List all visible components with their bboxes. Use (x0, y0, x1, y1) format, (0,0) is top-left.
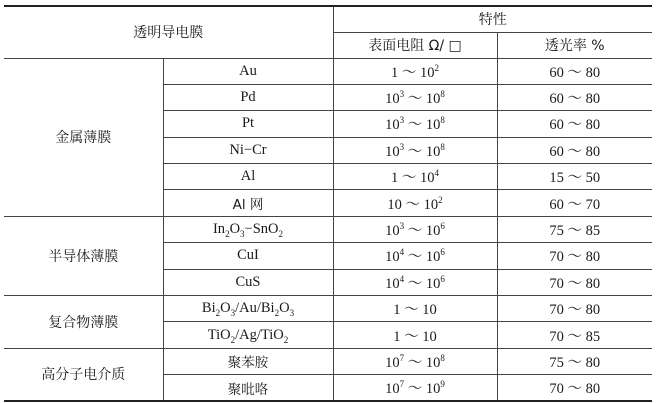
material-cell: CuS (163, 269, 333, 295)
resistance-cell: $10^4$ ～ $10^6$ (333, 269, 497, 295)
material-cell: Pt (163, 111, 333, 137)
transparent-conductive-film-table (4, 5, 652, 402)
resistance-cell: 1 ～ 10 (333, 296, 497, 322)
material-cell: TiO$_2$/Ag/TiO$_2$ (163, 322, 333, 348)
group-label-polymer: 高分子电介质 (41, 367, 126, 384)
group-label-composite: 复合物薄膜 (48, 314, 119, 331)
resistance-cell: 10 ～ $10^2$ (333, 190, 497, 216)
resistance-cell: $10^3$ ～ $10^8$ (333, 84, 497, 110)
table-body (4, 58, 652, 401)
header-film: 透明导电膜 (133, 25, 204, 42)
resistance-cell: $10^7$ ～ $10^9$ (333, 375, 497, 401)
transmittance-cell: 75 ～ 80 (497, 348, 652, 374)
transmittance-cell: 15 ～ 50 (497, 164, 652, 190)
transmittance-cell: 70 ～ 80 (497, 375, 652, 401)
resistance-cell: 1 ～ 10 (333, 322, 497, 348)
transmittance-cell: 70 ～ 80 (497, 243, 652, 269)
transmittance-cell: 60 ～ 70 (497, 190, 652, 216)
material-cell: 聚苯胺 (163, 348, 333, 374)
resistance-cell: $10^4$ ～ $10^6$ (333, 243, 497, 269)
group-label-semiconductor: 半导体薄膜 (48, 248, 119, 265)
resistance-cell: 1 ～ $10^2$ (333, 58, 497, 84)
header-properties: 特性 (333, 6, 652, 32)
resistance-cell: 1 ～ $10^4$ (333, 164, 497, 190)
transmittance-cell: 60 ～ 80 (497, 111, 652, 137)
resistance-cell: $10^3$ ～ $10^8$ (333, 137, 497, 163)
material-cell: Al 网 (163, 190, 333, 216)
transmittance-cell: 60 ～ 80 (497, 137, 652, 163)
material-cell: 聚吡咯 (163, 375, 333, 401)
transmittance-cell: 70 ～ 80 (497, 296, 652, 322)
material-cell: Al (163, 164, 333, 190)
material-cell: Au (163, 58, 333, 84)
resistance-cell: $10^3$ ～ $10^6$ (333, 216, 497, 242)
resistance-cell: $10^3$ ～ $10^8$ (333, 111, 497, 137)
material-cell: $In_2O_3-SnO_2$ (163, 216, 333, 242)
transmittance-cell: 60 ～ 80 (497, 58, 652, 84)
material-cell: $Bi_2O_3/Au/Bi_2O_3$ (163, 296, 333, 322)
transmittance-cell: 70 ～ 80 (497, 269, 652, 295)
material-cell: Ni−Cr (163, 137, 333, 163)
header-resistance: 表面电阻 Ω/ □ (333, 32, 497, 58)
material-cell: CuI (163, 243, 333, 269)
transmittance-cell: 70 ～ 85 (497, 322, 652, 348)
transmittance-cell: 75 ～ 85 (497, 216, 652, 242)
transmittance-cell: 60 ～ 80 (497, 84, 652, 110)
material-cell: Pd (163, 84, 333, 110)
group-label-metal: 金属薄膜 (55, 130, 112, 147)
resistance-cell: $10^7$ ～ $10^8$ (333, 348, 497, 374)
header-transmittance: 透光率 % (497, 32, 652, 58)
